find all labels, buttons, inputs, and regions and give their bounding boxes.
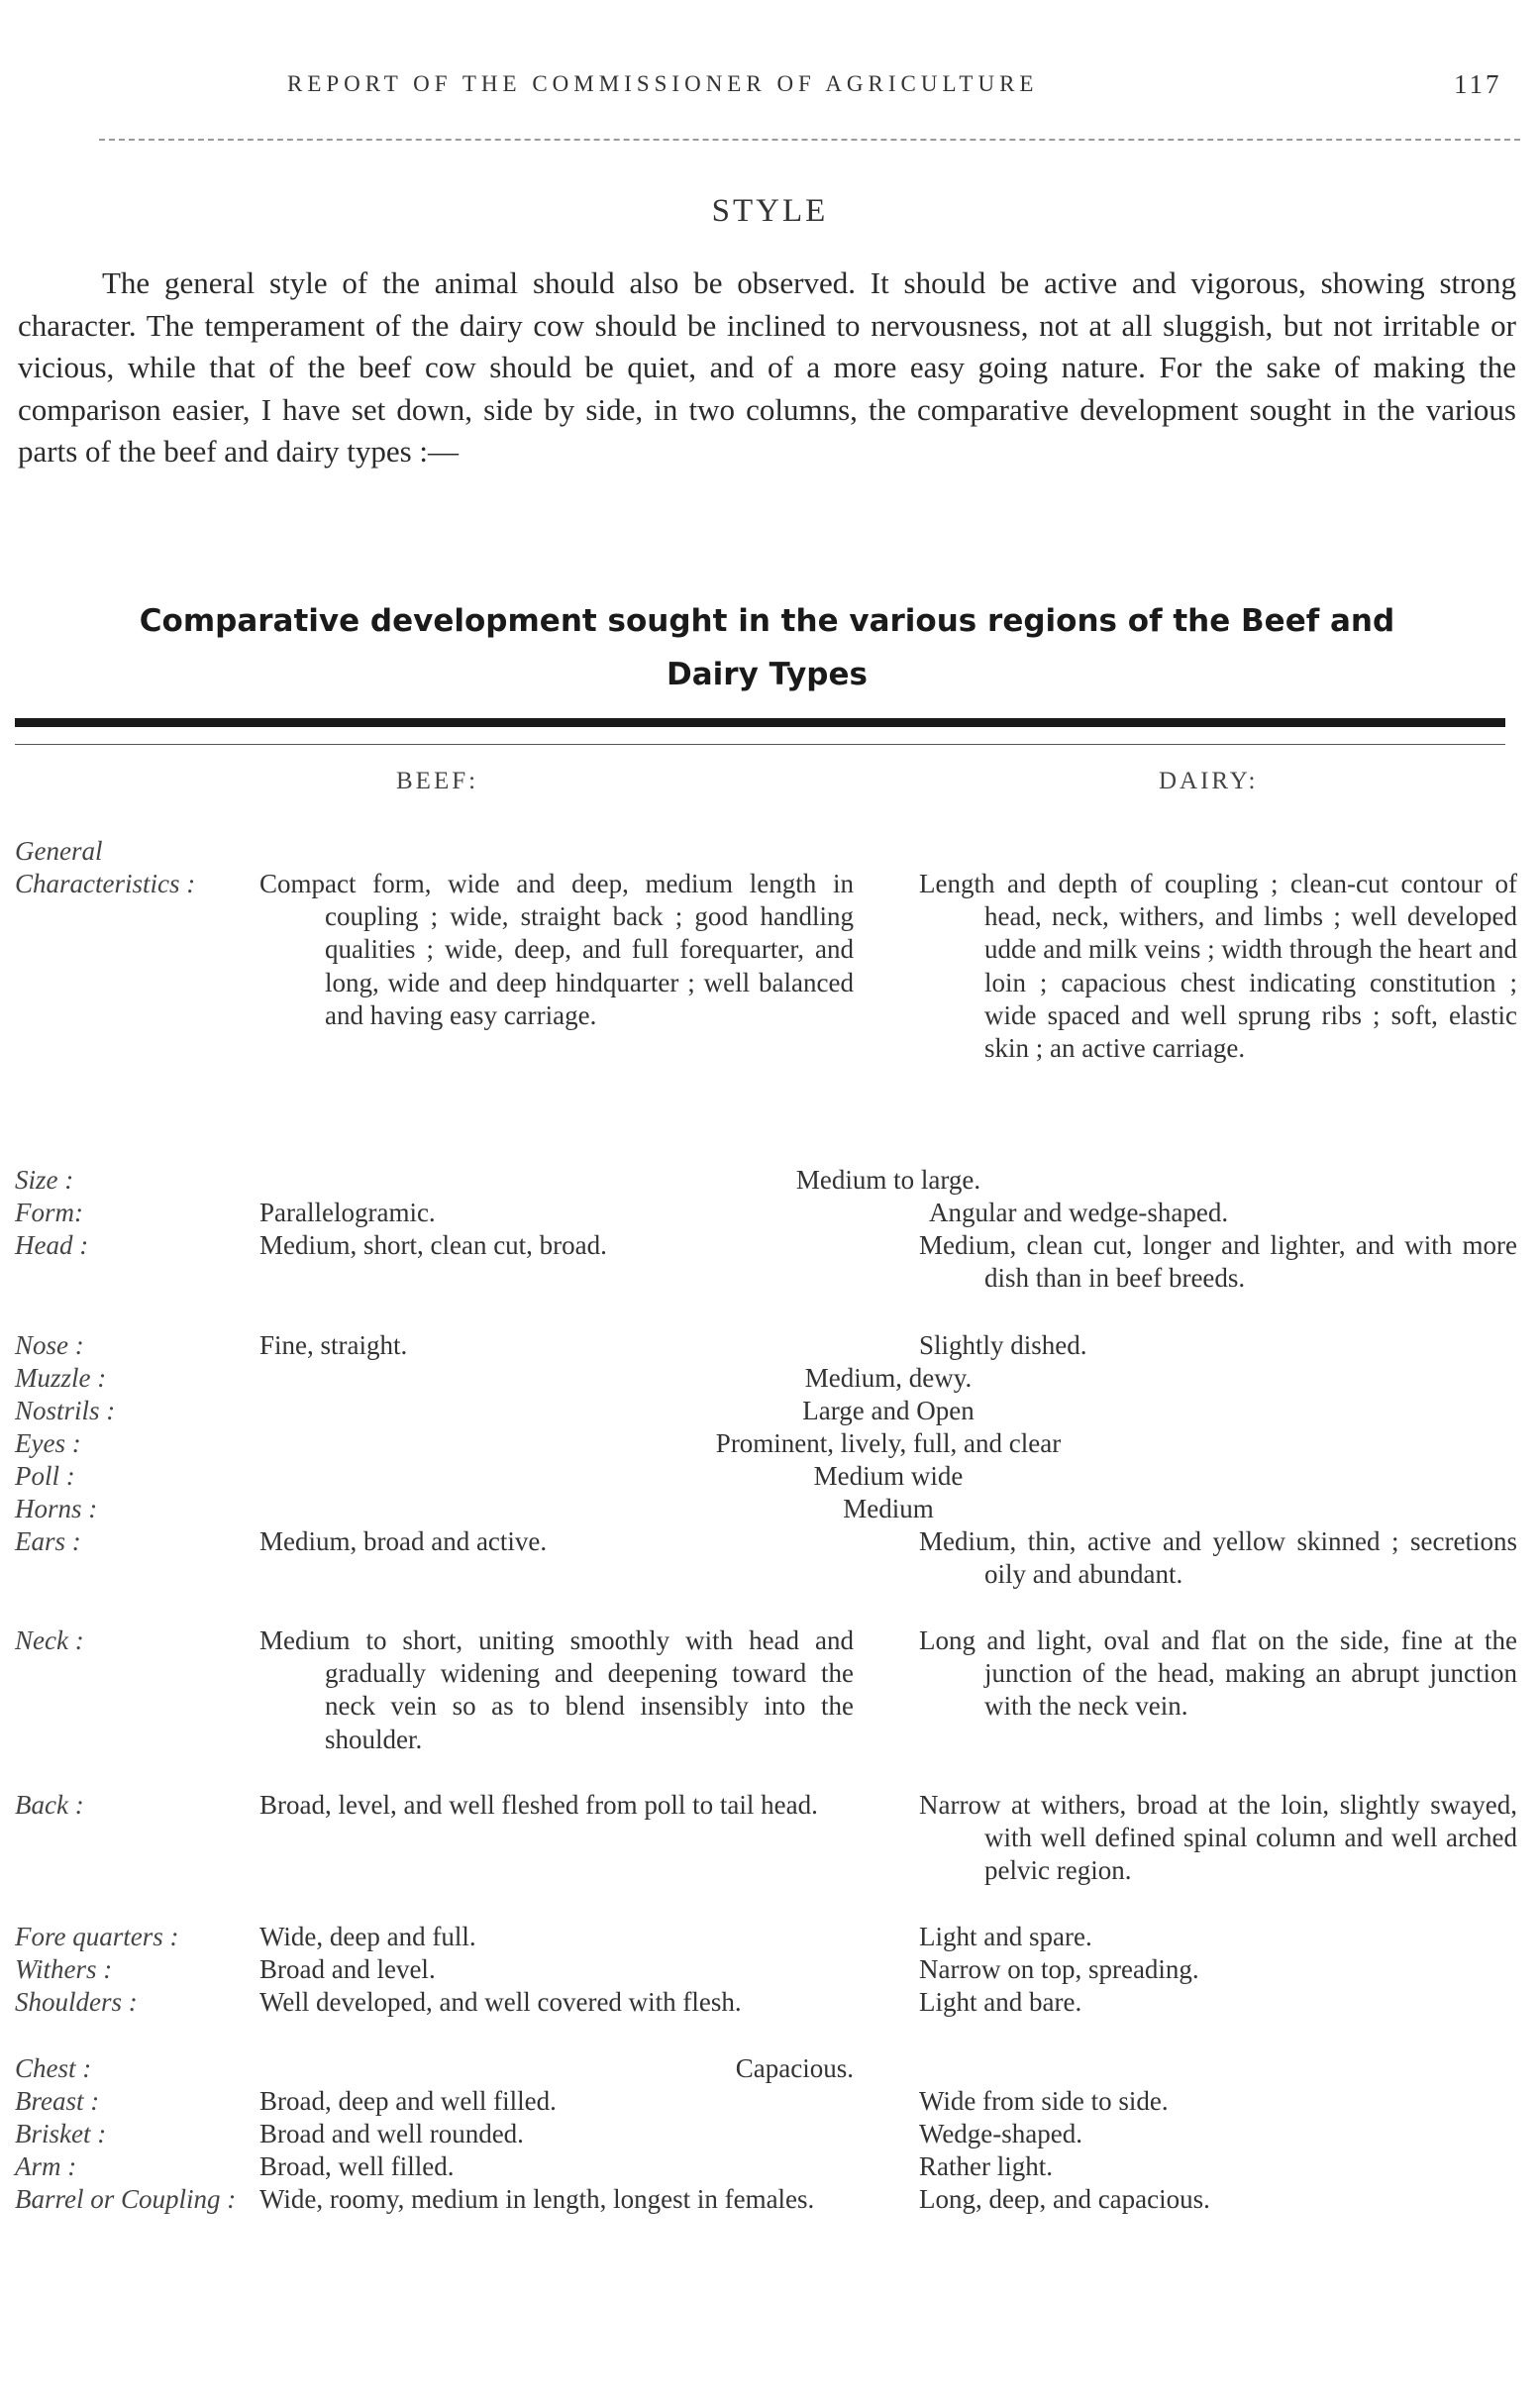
table-title-line-1: Comparative development sought in the various regions of the Beef and	[139, 603, 1395, 639]
running-head: REPORT OF THE COMMISSIONER OF AGRICULTURE	[287, 71, 1039, 96]
beef-cell: Parallelogramic.	[259, 1198, 436, 1227]
region-label: Horns :	[15, 1494, 98, 1523]
beef-cell: Broad, well filled.	[259, 2151, 455, 2181]
beef-cell: Compact form, wide and deep, medium length in coupling ; wide, straight back ; good handling qualities ; wide, deep, and full forequarter, and long, wide and deep hindquarter ; well balanced and having easy carriage.	[259, 869, 854, 1030]
region-label: Withers :	[15, 1954, 113, 1984]
shared-cell: Medium to large.	[795, 1165, 981, 1195]
beef-cell: Medium, broad and active.	[259, 1526, 548, 1556]
dairy-cell: Narrow at withers, broad at the loin, slightly swayed, with well defined spinal column and well arched pelvic region.	[919, 1790, 1517, 1886]
beef-cell: Broad and level.	[259, 1954, 436, 1984]
beef-cell: Medium to short, uniting smoothly with head and gradually widening and deepening toward the neck vein so as to blend insensibly into the shoulder.	[259, 1625, 854, 1754]
dairy-cell: Long and light, oval and flat on the side, fine at the junction of the head, making an abrupt junction with the neck vein.	[919, 1625, 1517, 1722]
region-label: Nostrils :	[15, 1396, 116, 1425]
region-label: Arm :	[15, 2151, 77, 2181]
beef-cell: Broad, deep and well filled.	[259, 2086, 557, 2116]
table-title-line-2: Dairy Types	[667, 657, 868, 692]
dairy-cell: Slightly dished.	[919, 1330, 1087, 1360]
region-label: Breast :	[15, 2086, 100, 2116]
section-title: STYLE	[711, 193, 829, 229]
dairy-cell: Medium, clean cut, longer and lighter, and with more dish than in beef breeds.	[919, 1230, 1517, 1294]
dairy-cell: Light and spare.	[919, 1922, 1092, 1951]
region-label: General Characteristics :	[15, 836, 196, 899]
beef-cell: Wide, roomy, medium in length, longest in females.	[259, 2184, 815, 2214]
dairy-cell: Medium, thin, active and yellow skinned ; secretions oily and abundant.	[919, 1526, 1517, 1590]
shared-cell: Large and Open	[802, 1396, 975, 1425]
dairy-cell: Wide from side to side.	[919, 2086, 1169, 2116]
dairy-cell: Angular and wedge-shaped.	[929, 1198, 1229, 1227]
beef-cell: Well developed, and well covered with flesh.	[259, 1987, 742, 2017]
beef-cell: Wide, deep and full.	[259, 1922, 476, 1951]
region-label: Head :	[15, 1230, 89, 1260]
shared-cell: Medium, dewy.	[804, 1363, 973, 1393]
intro-paragraph: The general style of the animal should also be observed. It should be active and vigorous, showing strong character. The temperament of the dairy cow should be inclined to nervousness, not at all sluggish, but not irritable or vicious, while that of the beef cow should be quiet, and of a more easy going nature. For the sake of making the comparison easier, I have set down, side by side, in two columns, the comparative development sought in the various parts of the beef and dairy types :—	[18, 265, 1516, 469]
dairy-cell: Rather light.	[919, 2151, 1053, 2181]
region-label: Form:	[15, 1198, 83, 1227]
beef-column-header: BEEF:	[396, 768, 479, 794]
region-label: Poll :	[15, 1461, 75, 1491]
region-label: Nose :	[15, 1330, 84, 1360]
region-label: Ears :	[15, 1526, 81, 1556]
page-number: 117	[1454, 69, 1502, 99]
region-label: Size :	[15, 1165, 74, 1195]
dairy-cell: Narrow on top, spreading.	[919, 1954, 1199, 1984]
beef-cell: Fine, straight.	[259, 1330, 408, 1360]
region-label: Fore quarters :	[15, 1922, 179, 1951]
shared-cell: Prominent, lively, full, and clear	[715, 1428, 1062, 1458]
dairy-cell: Length and depth of coupling ; clean-cut contour of head, neck, withers, and limbs ; well developed udde and milk veins ; width through the heart and loin ; capacious chest indicating constitution ; wide spaced and well sprung ribs ; soft, elastic skin ; an active carriage.	[919, 869, 1517, 1064]
region-label: Eyes :	[15, 1428, 81, 1458]
shared-cell: Medium	[843, 1494, 934, 1523]
region-label: Muzzle :	[15, 1363, 107, 1393]
region-label: Chest :	[15, 2053, 92, 2083]
dairy-cell: Wedge-shaped.	[919, 2119, 1083, 2148]
dairy-column-header: DAIRY:	[1159, 768, 1259, 794]
region-label: Barrel or Coupling :	[15, 2184, 237, 2214]
beef-cell: Broad, level, and well fleshed from poll to tail head.	[259, 1790, 818, 1820]
region-label: Brisket :	[15, 2119, 107, 2148]
beef-cell: Medium, short, clean cut, broad.	[259, 1230, 607, 1260]
region-label: Neck :	[15, 1625, 84, 1655]
region-label: Back :	[15, 1790, 84, 1820]
shared-cell: Capacious.	[735, 2053, 854, 2083]
shared-cell: Medium wide	[813, 1461, 964, 1491]
beef-cell: Broad and well rounded.	[259, 2119, 524, 2148]
dairy-cell: Long, deep, and capacious.	[919, 2184, 1210, 2214]
region-label: Shoulders :	[15, 1987, 138, 2017]
dairy-cell: Light and bare.	[919, 1987, 1082, 2017]
